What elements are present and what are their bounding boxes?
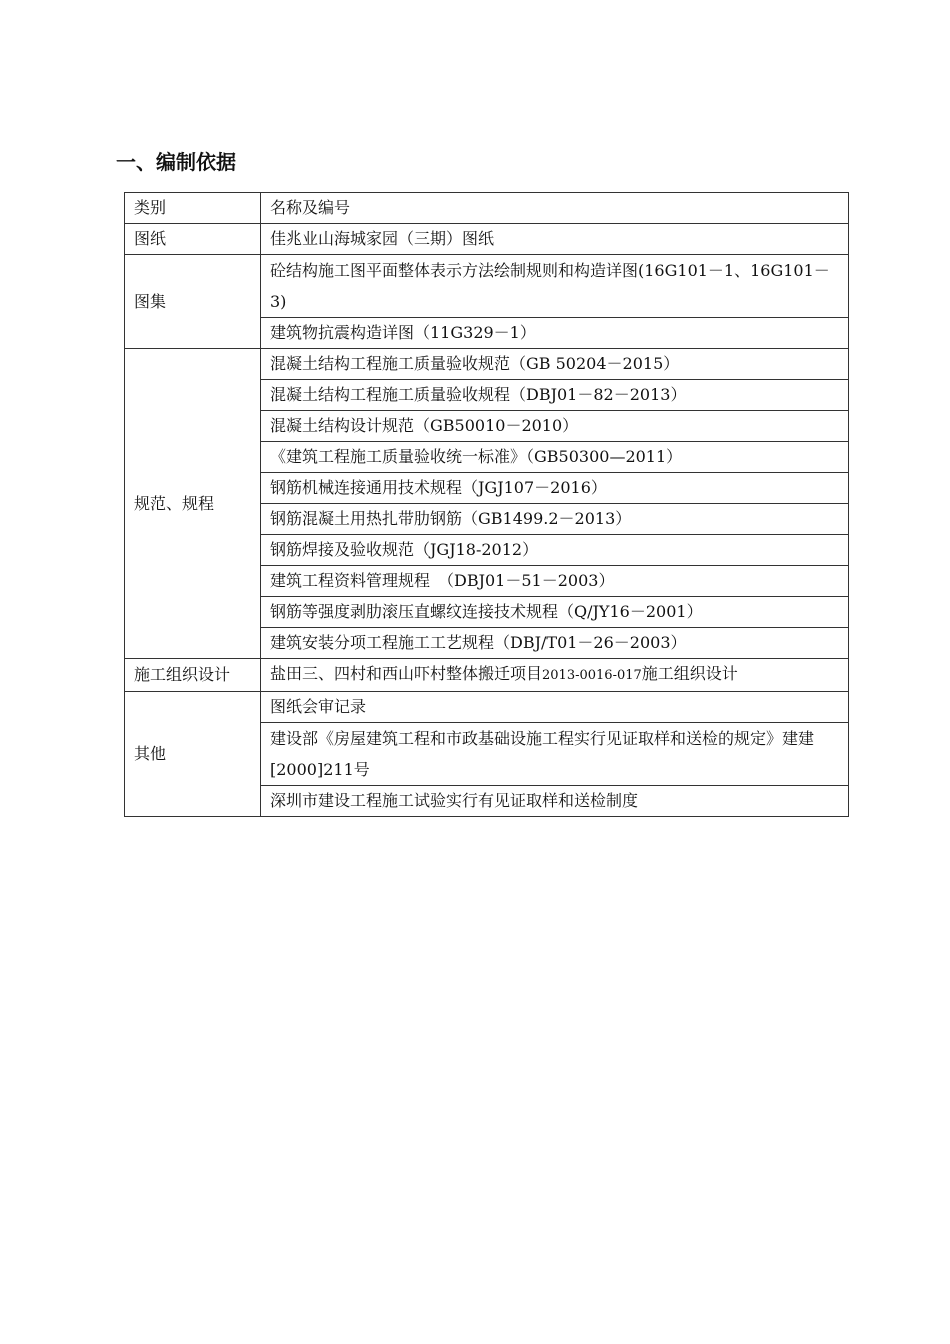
table-row (125, 659, 849, 692)
section-title: 一、编制依据 (116, 150, 236, 174)
code-item: 混凝土结构工程施工质量验收规程（DBJ01－82－2013） (261, 380, 849, 411)
table-row (125, 255, 849, 318)
table-header-row (125, 193, 849, 224)
org-design-code: 2013-0016-017 (542, 668, 642, 683)
basis-table (124, 192, 849, 817)
code-item: 建筑安装分项工程施工工艺规程（DBJ/T01－26－2003） (261, 628, 849, 659)
code-item: 钢筋混凝土用热扎带肋钢筋（GB1499.2－2013） (261, 504, 849, 535)
org-design-item (261, 659, 849, 692)
code-item: 钢筋机械连接通用技术规程（JGJ107－2016） (261, 473, 849, 504)
header-category: 类别 (125, 193, 261, 224)
code-item: 混凝土结构工程施工质量验收规范（GB 50204－2015） (261, 349, 849, 380)
code-item: 钢筋等强度剥肋滚压直螺纹连接技术规程（Q/JY16－2001） (261, 597, 849, 628)
others-item: 建设部《房屋建筑工程和市政基础设施工程实行见证取样和送检的规定》建建[2000]211号 (261, 723, 849, 786)
org-design-suffix: 施工组织设计 (641, 664, 738, 683)
org-design-prefix: 盐田三、四村和西山吓村整体搬迁项目 (270, 664, 543, 683)
category-org-design: 施工组织设计 (125, 659, 261, 692)
category-drawings: 图纸 (125, 224, 261, 255)
atlas-item: 砼结构施工图平面整体表示方法绘制规则和构造详图(16G101－1、16G101－3) (261, 255, 849, 318)
drawings-item: 佳兆业山海城家园（三期）图纸 (261, 224, 849, 255)
category-others: 其他 (125, 692, 261, 817)
code-item: 混凝土结构设计规范（GB50010－2010） (261, 411, 849, 442)
table-row (125, 349, 849, 380)
code-item: 建筑工程资料管理规程 （DBJ01－51－2003） (261, 566, 849, 597)
table-row (125, 692, 849, 723)
category-atlas: 图集 (125, 255, 261, 349)
atlas-item: 建筑物抗震构造详图（11G329－1） (261, 318, 849, 349)
table-row (125, 224, 849, 255)
others-item: 深圳市建设工程施工试验实行有见证取样和送检制度 (261, 786, 849, 817)
code-item: 《建筑工程施工质量验收统一标准》（GB50300—2011） (261, 442, 849, 473)
others-item: 图纸会审记录 (261, 692, 849, 723)
code-item: 钢筋焊接及验收规范（JGJ18-2012） (261, 535, 849, 566)
category-codes: 规范、规程 (125, 349, 261, 659)
header-name: 名称及编号 (261, 193, 849, 224)
